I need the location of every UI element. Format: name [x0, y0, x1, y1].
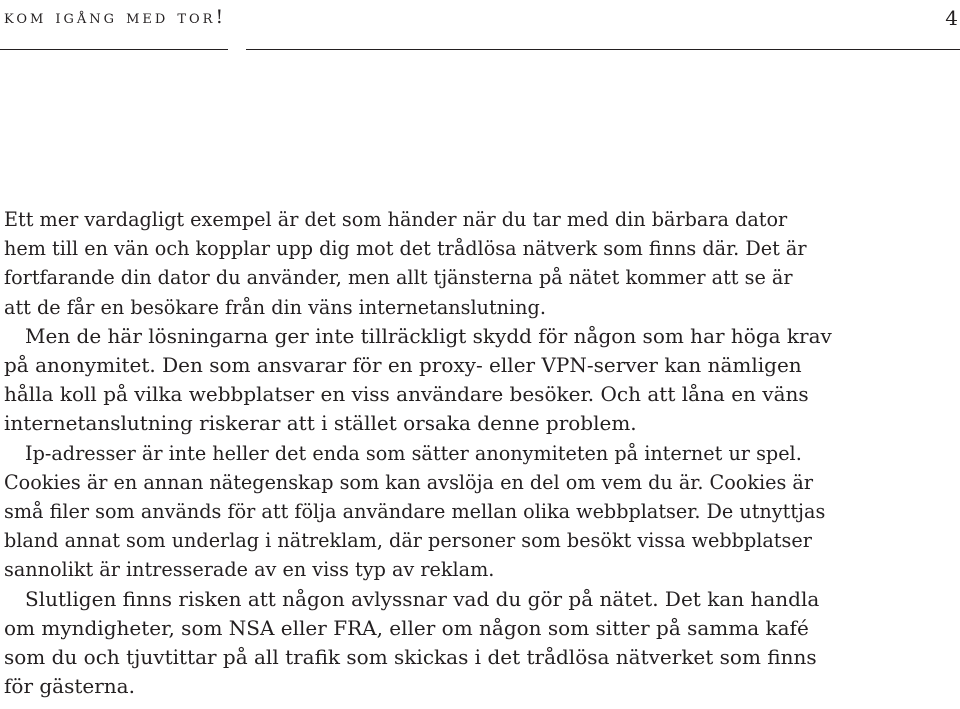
text-line: bland annat som underlag i nätreklam, där personer som besökt vissa webbplatser: [4, 529, 812, 553]
header-title: kom igång med tor!: [4, 6, 227, 28]
paragraph-4: [4, 585, 960, 702]
paragraph-1: [4, 205, 960, 322]
body-text: [4, 205, 960, 701]
header-rule: [246, 49, 960, 50]
text-line: fortfarande din dator du använder, men allt tjänsterna på nätet kommer att se är: [4, 266, 793, 290]
text-line: för gästerna.: [4, 674, 135, 699]
header-rule: [0, 49, 228, 50]
text-line: hem till en vän och kopplar upp dig mot det trådlösa nätverk som finns där. Det är: [4, 237, 807, 261]
text-line: Men de här lösningarna ger inte tillräckligt skydd för någon som har höga krav: [25, 323, 832, 348]
text-line: små filer som används för att följa användare mellan olika webbplatser. De utnyttjas: [4, 500, 826, 524]
paragraph-3: [4, 439, 960, 585]
text-line: Ett mer vardagligt exempel är det som händer när du tar med din bärbara dator: [4, 208, 788, 231]
running-header: [0, 0, 960, 56]
text-line: sannolikt är intresserade av en viss typ av reklam.: [4, 558, 495, 582]
text-line: internetanslutning riskerar att i stället orsaka denne problem.: [4, 411, 637, 436]
text-line: Cookies är en annan nätegenskap som kan avslöja en del om vem du är. Cookies är: [4, 470, 814, 494]
text-line: Ip-adresser är inte heller det enda som sätter anonymiteten på internet ur spel.: [25, 441, 802, 465]
text-line: som du och tjuvtittar på all trafik som skickas i det trådlösa nätverket som finns: [4, 645, 817, 670]
page-number: 4: [945, 6, 958, 30]
text-line: att de får en besökare från din väns internetanslutning.: [4, 295, 546, 319]
paragraph-2: [4, 322, 960, 439]
text-line: om myndigheter, som NSA eller FRA, eller om någon som sitter på samma kafé: [4, 615, 809, 640]
text-line: hålla koll på vilka webbplatser en viss användare besöker. Och att låna en väns: [4, 382, 809, 407]
text-line: på anonymitet. Den som ansvarar för en proxy- eller VPN-server kan nämligen: [4, 353, 802, 378]
text-line: Slutligen finns risken att någon avlyssnar vad du gör på nätet. Det kan handla: [25, 586, 820, 611]
